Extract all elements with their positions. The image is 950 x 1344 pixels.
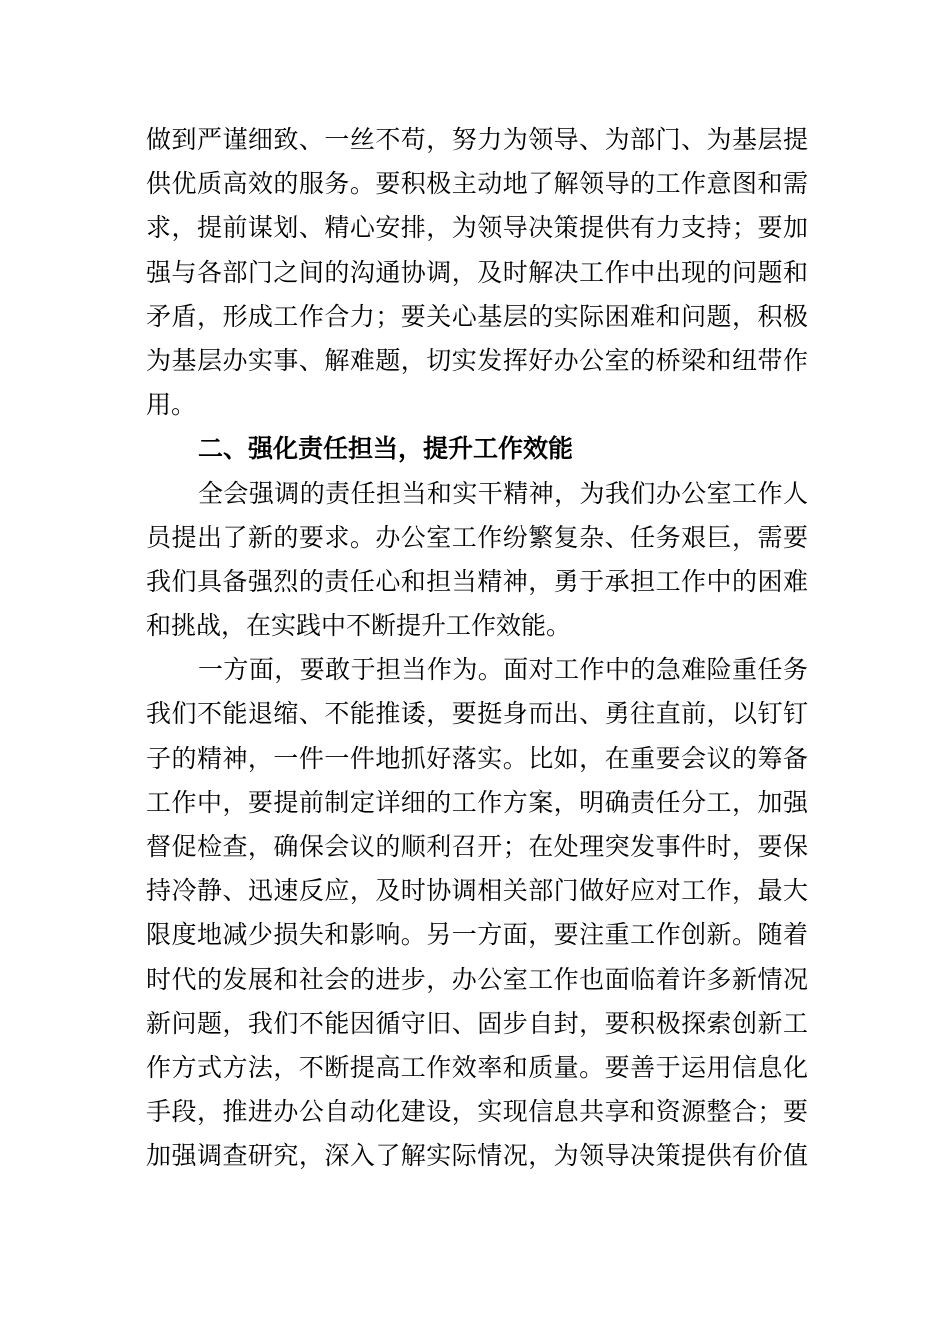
- text-line: 作方式方法，不断提高工作效率和质量。要善于运用信息化: [146, 1052, 808, 1082]
- text-line: 矛盾，形成工作合力；要关心基层的实际困难和问题，积极: [146, 301, 808, 331]
- text-line: 求，提前谋划、精心安排，为领导决策提供有力支持；要加: [146, 213, 808, 243]
- text-line: 工作中，要提前制定详细的工作方案，明确责任分工，加强: [146, 787, 808, 817]
- text-line: 子的精神，一件一件地抓好落实。比如，在重要会议的筹备: [146, 743, 808, 773]
- text-line: 我们具备强烈的责任心和担当精神，勇于承担工作中的困难: [146, 566, 808, 596]
- text-line: 和挑战，在实践中不断提升工作效能。: [146, 611, 572, 641]
- text-line: 一方面，要敢于担当作为。面对工作中的急难险重任务: [198, 655, 808, 685]
- text-line: 加强调查研究，深入了解实际情况，为领导决策提供有价值: [146, 1141, 808, 1171]
- text-line: 督促检查，确保会议的顺利召开；在处理突发事件时，要保: [146, 832, 808, 861]
- text-line: 强与各部门之间的沟通协调，及时解决工作中出现的问题和: [146, 257, 808, 287]
- text-line: 新问题，我们不能因循守旧、固步自封，要积极探索创新工: [146, 1008, 808, 1038]
- text-line: 持冷静、迅速反应，及时协调相关部门做好应对工作，最大: [146, 876, 808, 906]
- text-line: 全会强调的责任担当和实干精神，为我们办公室工作人: [198, 478, 808, 508]
- text-line: 限度地减少损失和影响。另一方面，要注重工作创新。随着: [146, 920, 808, 950]
- section-heading: 二、强化责任担当，提升工作效能: [198, 434, 574, 464]
- text-line: 供优质高效的服务。要积极主动地了解领导的工作意图和需: [146, 169, 808, 199]
- text-line: 员提出了新的要求。办公室工作纷繁复杂、任务艰巨，需要: [146, 522, 808, 552]
- text-line: 手段，推进办公自动化建设，实现信息共享和资源整合；要: [146, 1097, 808, 1127]
- text-line: 我们不能退缩、不能推诿，要挺身而出、勇往直前，以钉钉: [146, 699, 808, 729]
- text-line: 用。: [146, 390, 197, 420]
- body-text: [146, 118, 808, 1179]
- text-line: 时代的发展和社会的进步，办公室工作也面临着许多新情况: [146, 964, 808, 994]
- text-line: 为基层办实事、解难题，切实发挥好办公室的桥梁和纽带作: [146, 345, 808, 375]
- text-line: 做到严谨细致、一丝不苟，努力为领导、为部门、为基层提: [146, 125, 808, 154]
